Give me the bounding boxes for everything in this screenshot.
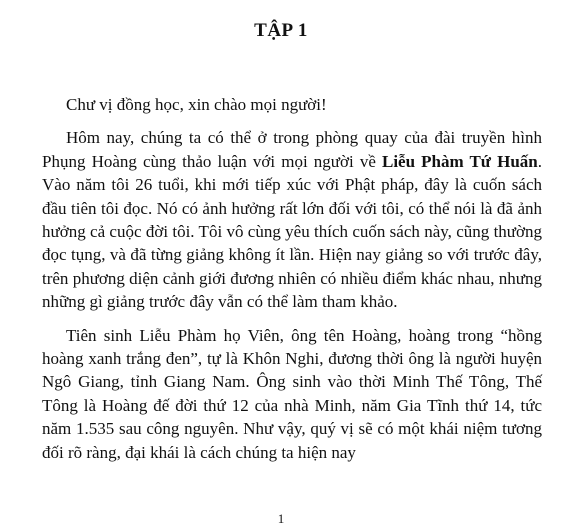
body-text <box>42 93 542 474</box>
paragraph-text: . Vào năm tôi 26 tuổi, khi mới tiếp xúc với Phật pháp, đây là cuốn sách đầu tiên tôi đọc. Nó có ảnh hưởng rất lớn đối với tôi, có thể nói là đã ảnh hưởng cả cuộc đời tôi. Tôi vô cùng yêu thích cuốn sách này, cũng thường đọc tụng, và đã từng giảng không ít lần. Hiện nay giảng so với trước đây, trên phương diện cảnh giới đương nhiên có nhiều điểm khác nhau, nhưng những gì giảng trước đây vẫn có thể làm tham khảo. <box>42 151 542 312</box>
paragraph-text: Chư vị đồng học, xin chào mọi người! <box>66 95 327 114</box>
chapter-title: TẬP 1 <box>254 20 308 41</box>
paragraph-biography <box>42 324 542 464</box>
paragraph-introduction <box>42 126 542 313</box>
paragraph-greeting <box>42 93 542 116</box>
paragraph-text: Hôm nay, chúng ta có thể ở trong phòng quay của đài truyền hình Phụng Hoàng cùng thảo luận với mọi người về <box>42 128 542 171</box>
page-number: 1 <box>277 511 285 526</box>
book-title: Liễu Phàm Tứ Huấn <box>381 151 538 171</box>
paragraph-text: Tiên sinh Liễu Phàm họ Viên, ông tên Hoàng, hoàng trong “hồng hoàng xanh trắng đen”, tự là Khôn Nghi, đương thời ông là người huyện Ngô Giang, tỉnh Giang Nam. Ông sinh vào thời Minh Thế Tông, Thế Tông là Hoàng đế đời thứ 12 của nhà Minh, năm Gia Tĩnh thứ 14, tức năm 1.535 sau công nguyên. Như vậy, quý vị sẽ có một khái niệm tương đối rõ ràng, đại khái là cách chúng ta hiện nay <box>42 325 542 462</box>
